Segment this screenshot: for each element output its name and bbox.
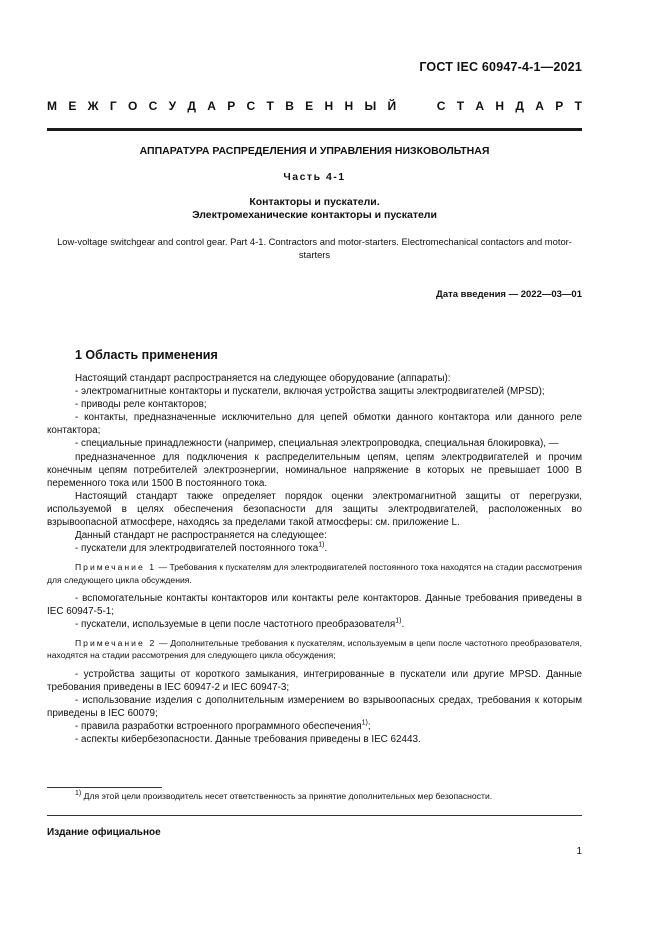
footer-divider [47,815,582,816]
subtitle-line-1: Контакторы и пускатели. [249,196,380,208]
interstate-letter: Т [456,99,465,113]
interstate-letter: Р [555,99,564,113]
interstate-letter: Т [574,99,582,113]
subtitle-line-2: Электромеханические контакторы и пускатели [192,209,437,221]
interstate-letter: Н [324,99,334,113]
gost-number: ГОСТ IEC 60947-4-1—2021 [419,60,582,74]
note-label: Примечание 1 [75,562,156,573]
interstate-letter: С [148,99,158,113]
header-divider [47,128,582,131]
interstate-letter: Н [495,99,505,113]
interstate-letter: А [535,99,544,113]
footnote-ref: 1) [395,617,402,625]
interstate-letter: Е [68,99,77,113]
interstate-letter: У [168,99,177,113]
note-text: — Требования к пускателям для электродвигателей постоянного тока находятся на стадии рассмотрения для следующего цикла обсуждения. [47,562,582,585]
interstate-letter: М [47,99,57,113]
footnote [75,791,492,801]
paragraph-text: - пускатели, используемые в цепи после частотного преобразователя [75,619,396,631]
paragraph: - специальные принадлежности (например, специальная электропроводка, специальная блокировка), — [75,438,559,450]
interstate-letter: Д [187,99,196,113]
interstate-letter: Й [387,99,397,113]
footnote-mark: 1) [75,790,82,798]
section-body [47,372,582,746]
interstate-letter: Г [109,99,117,113]
paragraph: - пускатели, используемые в цепи после частотного преобразователя$^{1)}$. [75,617,405,631]
paragraph-text: - пускатели для электродвигателей постоянного тока [75,543,319,555]
introduction-date: Дата введения — 2022—03—01 [436,289,582,300]
note-1 [47,561,582,586]
footnote-divider [47,787,162,788]
interstate-letter: Н [344,99,354,113]
page-number: 1 [576,846,582,857]
interstate-letter: Т [266,99,274,113]
interstate-letter: Ж [87,99,99,113]
english-title: Low-voltage switchgear and control gear. Part 4-1. Contractors and motor-starters. Electromechanical contactors and motor-starters [57,236,572,260]
interstate-letter: Е [305,99,314,113]
paragraph: - контакты, предназначенные исключительно для цепей обмотки данного контактора или данного реле контактора; [47,412,582,437]
paragraph: - устройства защиты от короткого замыкания, интегрированные в пускатели или другие MPSD. Данные требования приведены в IEC 60947-2 и IEC 60947-3; [47,668,582,693]
interstate-standard-heading [47,99,582,113]
note-text: — Дополнительные требования к пускателям, используемым в цепи после частотного преобразователя, находятся на стадии рассмотрения для следующего цикла обсуждения; [47,638,582,661]
note-2 [47,637,582,662]
interstate-letter: А [475,99,485,113]
part-number: Часть 4-1 [283,171,346,183]
paragraph: - использование изделия с дополнительным измерением во взрывоопасных средах, требования к которым приведены в IEC 60079; [47,694,582,720]
interstate-letter: С [436,99,446,113]
edition-label: Издание официальное [47,827,161,838]
paragraph: - правила разработки встроенного программного обеспечения$^{1)}$; [75,719,371,733]
paragraph: - пускатели для электродвигателей постоянного тока$^{1)}$. [75,541,328,555]
paragraph: - вспомогательные контакты контакторов или контакты реле контакторов. Данные требования приведены в IEC 60947-5-1; [47,592,582,617]
footnote-ref: 1) [318,541,325,549]
interstate-letter: О [127,99,138,113]
standard-title: АППАРАТУРА РАСПРЕДЕЛЕНИЯ И УПРАВЛЕНИЯ НИЗКОВОЛЬТНАЯ [139,145,490,157]
section-heading: 1 Область применения [75,348,218,362]
paragraph: Настоящий стандарт также определяет порядок оценки электромагнитной защиты от перегрузки, используемой в целях обеспечения безопасности для защиты электродвигателей, расположенных во взрывоопасной атмосфере, находясь за пределами такой атмосферы: см. приложение L. [47,490,582,529]
paragraph: Данный стандарт не распространяется на следующее: [75,530,327,542]
footnote-text: Для этой цели производитель несет ответственность за принятие дополнительных мер безопасности. [83,791,493,801]
paragraph: Настоящий стандарт распространяется на следующее оборудование (аппараты): [75,373,451,384]
interstate-letter: Ы [364,99,377,113]
paragraph: - аспекты кибербезопасности. Данные требования приведены в IEC 62443. [75,734,421,746]
paragraph: предназначенное для подключения к распределительным цепям, цепям электродвигателей и прочим конечным цепям потребителей электроэнергии, номинальное напряжение в которых не превышает 1000 В переменного тока или 1500 В постоянного тока. [47,451,582,489]
paragraph: - электромагнитные контакторы и пускатели, включая устройства защиты электродвигателей (MPSD); [75,386,545,398]
interstate-letter: Д [515,99,524,113]
interstate-letter [422,99,425,113]
paragraph: - приводы реле контакторов; [75,399,207,411]
interstate-letter: В [285,99,294,113]
interstate-letter [407,99,410,113]
note-label: Примечание 2 [75,638,157,649]
paragraph-text: - правила разработки встроенного программного обеспечения [75,721,362,733]
interstate-letter: С [246,99,256,113]
interstate-letter: Р [227,99,236,113]
interstate-letter: А [207,99,216,113]
footnote-ref: 1) [361,719,368,727]
